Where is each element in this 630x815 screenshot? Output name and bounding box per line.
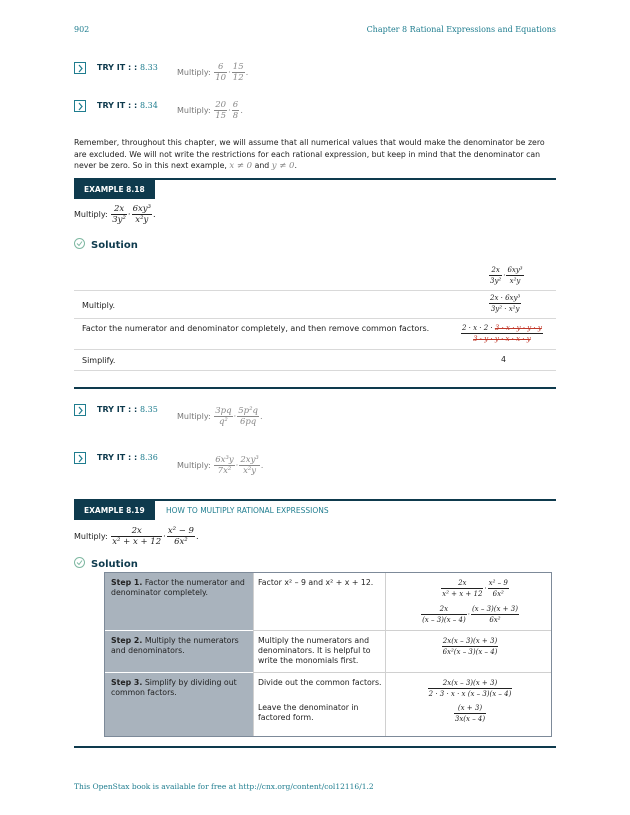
paragraph-text: Remember, throughout this chapter, we will assume that all numerical values that would make the denominator be zero are excluded. We will not write the restrictions for each rational expression, but keep in mind that the denominator can never be zero. So in this next example, — [74, 138, 545, 170]
chevron-right-icon — [77, 406, 84, 415]
fraction-numerator: 2x — [421, 604, 467, 615]
fraction-denominator: 15 — [215, 111, 227, 121]
fraction-numerator: 2xy³ — [240, 455, 259, 465]
try-it-label — [97, 453, 158, 462]
step1-instruction: Factor x² – 9 and x² + x + 12. — [258, 578, 374, 587]
period: . — [259, 412, 263, 422]
step-title: Step 2. — [111, 636, 143, 645]
try-it-label — [97, 405, 158, 414]
fraction-numerator: 2x — [111, 526, 162, 537]
dot: · — [127, 210, 131, 220]
prompt: Multiply: — [74, 210, 108, 219]
footer-text: This OpenStax book is available for free at http://cnx.org/content/col12116/1.2 — [74, 782, 374, 791]
row3-value: 4 — [501, 355, 506, 364]
step2-instruction: Multiply the numerators and denominators. It is helpful to write the monomials first. — [258, 636, 371, 665]
step3-instruction-b: Leave the denominator in factored form. — [258, 703, 359, 722]
try-it-text: TRY IT : : — [97, 101, 138, 110]
example-label: EXAMPLE 8.19 — [74, 501, 155, 520]
example-problem — [74, 526, 199, 547]
step3-instruction-a: Divide out the common factors. — [258, 678, 382, 687]
column-divider — [253, 573, 254, 736]
chevron-right-icon — [77, 102, 84, 111]
fraction-denominator: 3y² · x²y — [490, 305, 520, 313]
period: . — [260, 461, 264, 471]
numerator-kept: 2 · x · 2 · — [462, 324, 495, 332]
period: . — [195, 532, 199, 542]
fraction-denominator: 6x² — [492, 590, 504, 598]
fraction-numerator: 6xy³ — [132, 204, 151, 214]
row1-expression — [488, 293, 522, 314]
chevron-right-icon — [77, 64, 84, 73]
try-it-number: 8.35 — [139, 405, 158, 414]
step-divider — [253, 630, 551, 631]
example-end-rule — [74, 387, 556, 389]
fraction-denominator: 6x² — [489, 616, 501, 624]
fraction-denominator: 6x²(x – 3)(x – 4) — [442, 648, 498, 656]
step-desc: Multiply the numerators and denominators. — [111, 636, 239, 655]
try-it-number: 8.33 — [139, 63, 158, 72]
page-number: 902 — [74, 25, 90, 34]
row-divider — [74, 290, 556, 291]
try-it-text: TRY IT : : — [97, 453, 138, 462]
fraction-denominator: 3y² — [490, 277, 502, 285]
fraction-numerator: 3pq — [215, 406, 232, 416]
example-header — [74, 178, 556, 199]
step3-description — [111, 678, 249, 698]
fraction-numerator: 15 — [232, 62, 244, 72]
try-it-label — [97, 63, 158, 72]
fraction-denominator: x²y — [243, 466, 257, 476]
fraction-denominator: 6pq — [239, 417, 257, 427]
solution-check-icon — [74, 238, 85, 249]
dot: · — [233, 412, 237, 422]
dot: · — [163, 532, 166, 542]
numerator-cancelled: 3 · x · y · y · y — [494, 324, 542, 332]
solution-label: Solution — [91, 240, 138, 251]
fraction-denominator: (x – 3)(x – 4) — [422, 616, 466, 624]
step3-math-b — [395, 703, 545, 724]
solution-heading — [74, 238, 138, 251]
row-divider — [74, 318, 556, 319]
step-table — [104, 572, 552, 737]
fraction-denominator: 7x² — [217, 466, 232, 476]
try-it-toggle-button[interactable] — [74, 452, 86, 464]
column-divider — [385, 573, 386, 736]
fraction-denominator: 2 · 3 · x · x (x – 3)(x – 4) — [428, 690, 512, 698]
try-it-toggle-button[interactable] — [74, 62, 86, 74]
example-header — [74, 499, 556, 520]
fraction-numerator: 2x(x – 3)(x + 3) — [428, 678, 513, 689]
prompt: Multiply: — [177, 461, 211, 470]
fraction-denominator: 6x² — [174, 537, 188, 547]
fraction-denominator: x² + x + 12 — [442, 590, 483, 598]
fraction-numerator: (x + 3) — [454, 703, 486, 714]
step1-math-b — [395, 604, 545, 625]
fraction-numerator: x² − 9 — [167, 526, 194, 536]
row0-expression — [488, 265, 525, 286]
try-it-label — [97, 101, 158, 110]
prompt: Multiply: — [177, 412, 211, 421]
try-it-toggle-button[interactable] — [74, 404, 86, 416]
try-it-number: 8.36 — [139, 453, 158, 462]
fraction-numerator: 2x · 6xy³ — [490, 294, 521, 302]
try-it-number: 8.34 — [139, 101, 158, 110]
fraction-numerator: 6x³y — [215, 455, 234, 465]
step-desc: Simplify by dividing out common factors. — [111, 678, 237, 697]
prompt: Multiply: — [74, 532, 108, 541]
solution-heading — [74, 557, 138, 570]
fraction-denominator: 8 — [232, 111, 239, 121]
fraction-numerator: 2x — [111, 204, 127, 215]
conjunction: and — [254, 161, 270, 170]
fraction-numerator: 6xy³ — [507, 266, 523, 274]
fraction-numerator: 2x — [489, 265, 502, 276]
fraction-denominator: 3y² — [112, 215, 126, 225]
try-it-problem — [177, 455, 264, 476]
fraction-denominator: 10 — [215, 73, 227, 83]
condition-y: y ≠ 0 — [271, 161, 295, 171]
fraction-denominator: q² — [218, 417, 228, 427]
try-it-text: TRY IT : : — [97, 63, 138, 72]
fraction-denominator: 3x(x – 4) — [454, 715, 486, 723]
row1-label: Multiply. — [82, 301, 115, 310]
try-it-text: TRY IT : : — [97, 405, 138, 414]
row-divider — [74, 370, 556, 371]
condition-x: x ≠ 0 — [229, 161, 253, 171]
example-problem — [74, 204, 156, 225]
fraction-numerator: 20 — [215, 100, 227, 110]
solution-check-icon — [74, 557, 85, 568]
solution-label: Solution — [91, 559, 138, 570]
dot: · — [484, 584, 487, 593]
row-divider — [74, 349, 556, 350]
fraction-numerator: 5p²q — [238, 406, 258, 416]
fraction-denominator: x²y — [509, 277, 521, 285]
fraction-denominator: x² + x + 12 — [112, 537, 162, 547]
period: . — [153, 210, 156, 220]
step2-math — [395, 636, 545, 657]
try-it-toggle-button[interactable] — [74, 100, 86, 112]
row2-label: Factor the numerator and denominator completely, and then remove common factors. — [82, 324, 430, 333]
fraction-numerator: 2x(x – 3)(x + 3) — [442, 637, 498, 645]
fraction-denominator: x²y — [135, 215, 149, 225]
fraction-numerator: 2x — [441, 578, 483, 589]
example-end-rule — [74, 746, 556, 748]
example-label: EXAMPLE 8.18 — [74, 180, 155, 199]
row3-label: Simplify. — [82, 356, 116, 365]
try-it-problem — [177, 100, 243, 121]
fraction-numerator: (x – 3)(x + 3) — [471, 605, 518, 613]
chevron-right-icon — [77, 454, 84, 463]
dot: · — [228, 68, 231, 78]
step-desc: Factor the numerator and denominator completely. — [111, 578, 245, 597]
try-it-problem — [177, 406, 263, 427]
step2-description — [111, 636, 249, 656]
intro-paragraph — [74, 137, 556, 173]
dot: · — [235, 461, 239, 471]
dot: · — [503, 271, 506, 280]
example-subtitle: HOW TO MULTIPLY RATIONAL EXPRESSIONS — [166, 506, 329, 515]
dot: · — [228, 106, 231, 116]
fraction-numerator: 6 — [232, 100, 239, 110]
fraction-numerator: x² – 9 — [488, 579, 508, 587]
step-divider — [253, 672, 551, 673]
step3-math-a — [395, 678, 545, 699]
fraction-numerator: 6 — [214, 62, 227, 73]
step1-math-a — [405, 578, 545, 599]
try-it-problem — [177, 62, 248, 83]
row2-expression — [460, 323, 544, 344]
step1-description — [111, 578, 249, 598]
dot: · — [467, 610, 470, 619]
denominator-cancelled: 3 · y · y · x · x · y — [473, 335, 531, 343]
prompt: Multiply: — [177, 106, 211, 115]
fraction-denominator: 12 — [232, 73, 244, 83]
period: . — [294, 161, 297, 170]
step-title: Step 1. — [111, 578, 143, 587]
period: . — [240, 106, 243, 116]
prompt: Multiply: — [177, 68, 211, 77]
period: . — [245, 68, 249, 78]
chapter-title: Chapter 8 Rational Expressions and Equations — [366, 25, 556, 34]
step-title: Step 3. — [111, 678, 143, 687]
